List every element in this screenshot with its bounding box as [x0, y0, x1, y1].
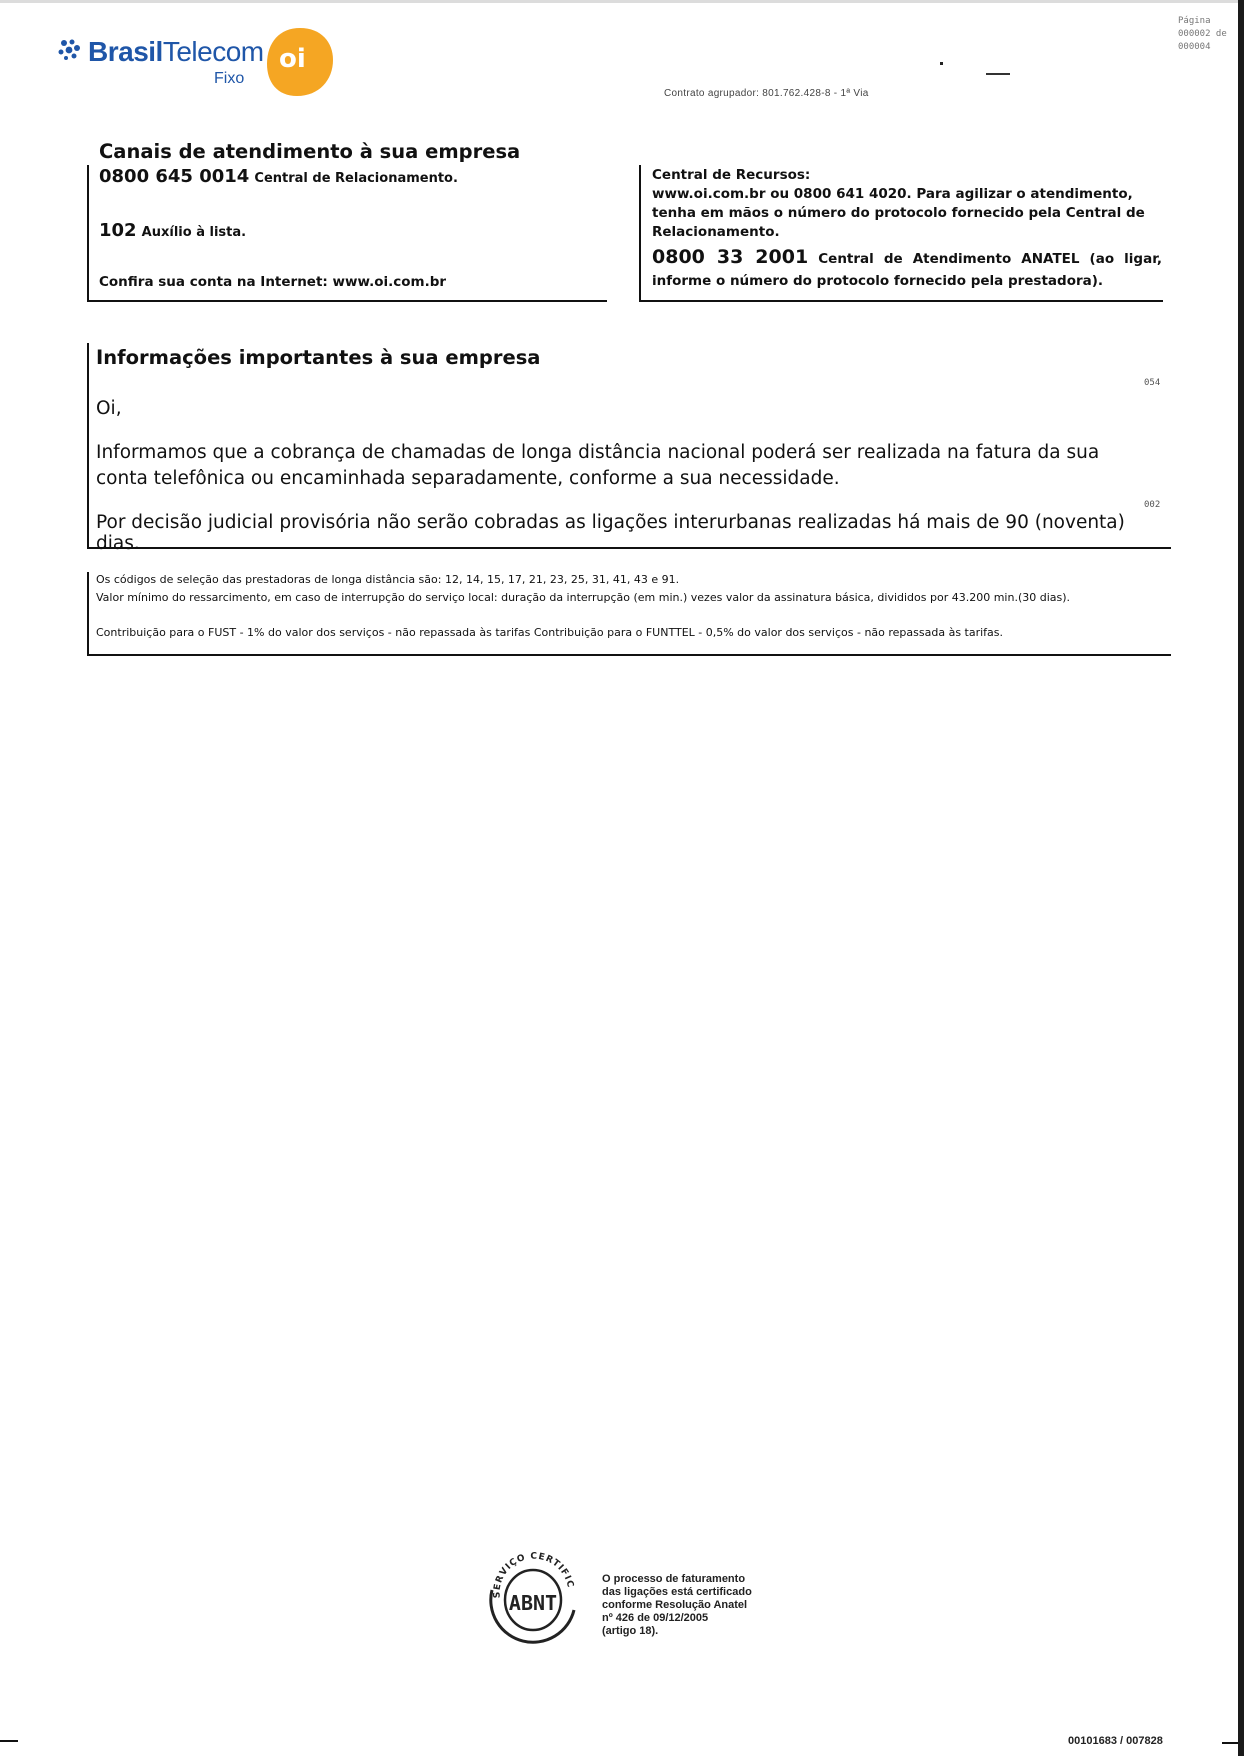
- relacionamento-number: 0800 645 0014: [99, 166, 250, 187]
- seal-center: ABNT: [508, 1591, 558, 1615]
- anatel-block: [652, 246, 1162, 292]
- cert-line-5: (artigo 18).: [602, 1625, 659, 1637]
- scan-mark-bottom-left: [0, 1740, 18, 1742]
- document-number: 00101683 / 007828: [1068, 1735, 1163, 1747]
- brand-light: Telecom: [162, 36, 264, 67]
- lista-label: Auxílio à lista.: [141, 225, 247, 240]
- scan-mark-bottom-right: [1222, 1742, 1238, 1744]
- brand-bold: Brasil: [88, 36, 163, 67]
- recursos-block: [652, 166, 1162, 242]
- anatel-number: 0800 33 2001: [652, 246, 809, 268]
- abnt-seal: [478, 1540, 588, 1650]
- info-code-a: 054: [1144, 378, 1161, 388]
- brand-sub: Fixo: [214, 70, 245, 87]
- info-code-b: 002: [1144, 500, 1161, 510]
- cert-line-1: O processo de faturamento: [602, 1573, 746, 1585]
- info-greeting: Oi,: [96, 398, 122, 419]
- notes-line-1: Os códigos de seleção das prestadoras de longa distância são: 12, 14, 15, 17, 21, 23, 25, 31, 41, 43 e 91.: [96, 573, 680, 586]
- notes-line-3: Contribuição para o FUST - 1% do valor dos serviços - não repassada às tarifas Contribuição para o FUNTTEL - 0,5% do valor dos serviços - não repassada às tarifas.: [96, 626, 1004, 639]
- internet-line: Confira sua conta na Internet: www.oi.com.br: [99, 274, 447, 290]
- recursos-text: www.oi.com.br ou 0800 641 4020. Para agilizar o atendimento, tenha em mãos o número do protocolo fornecido pela Central de Relacionamento.: [652, 186, 1145, 240]
- cert-line-2: das ligações está certificado: [602, 1586, 752, 1598]
- canais-title: Canais de atendimento à sua empresa: [99, 140, 521, 163]
- abnt-seal-icon: [478, 1540, 588, 1650]
- relacionamento-label: Central de Relacionamento.: [254, 171, 458, 186]
- oi-logo-text: oi: [279, 44, 306, 74]
- recursos-title: Central de Recursos:: [652, 167, 811, 183]
- cert-line-3: conforme Resolução Anatel: [602, 1599, 748, 1611]
- info-paragraph-1: Informamos que a cobrança de chamadas de longa distância nacional poderá ser realizada na fatura da sua conta telefônica ou encaminhada separadamente, conforme a sua necessidade.: [96, 442, 1100, 489]
- scan-speck: [940, 62, 943, 65]
- page-indicator: [1178, 15, 1227, 54]
- canais-line-relacionamento: [99, 166, 458, 187]
- brasiltelecom-logo-icon: [56, 38, 82, 62]
- anatel-text: Central de Atendimento ANATEL (ao ligar, informe o número do protocolo fornecido pela prestadora).: [652, 251, 1163, 289]
- info-paragraph-2: Por decisão judicial provisória não serão cobradas as ligações interurbanas realizadas há mais de 90 (noventa) dias.: [96, 512, 1125, 554]
- seal-text: SERVIÇO CERTIFIC: [492, 1551, 576, 1599]
- brand-wordmark: [88, 36, 264, 67]
- page-label: Página: [1178, 16, 1211, 26]
- info-title: Informações importantes à sua empresa: [96, 346, 541, 369]
- lista-number: 102: [99, 220, 137, 241]
- notes-line-2: Valor mínimo do ressarcimento, em caso de interrupção do serviço local: duração da interrupção (em min.) vezes valor da assinatura básica, divididos por 43.200 min.(30 dias).: [96, 591, 1071, 604]
- canais-line-lista: [99, 220, 246, 241]
- contract-number: Contrato agrupador: 801.762.428-8 - 1ª Via: [664, 88, 869, 99]
- oi-logo: [265, 26, 335, 98]
- scan-speck: [986, 73, 1010, 75]
- brasiltelecom-logo: [58, 36, 264, 87]
- page-current: 000002 de: [1178, 29, 1227, 39]
- page-total: 000004: [1178, 42, 1211, 52]
- scan-edge-right: [1238, 0, 1244, 1756]
- scan-edge-top: [0, 0, 1244, 3]
- certification-text: [602, 1573, 752, 1638]
- cert-line-4: nº 426 de 09/12/2005: [602, 1612, 709, 1624]
